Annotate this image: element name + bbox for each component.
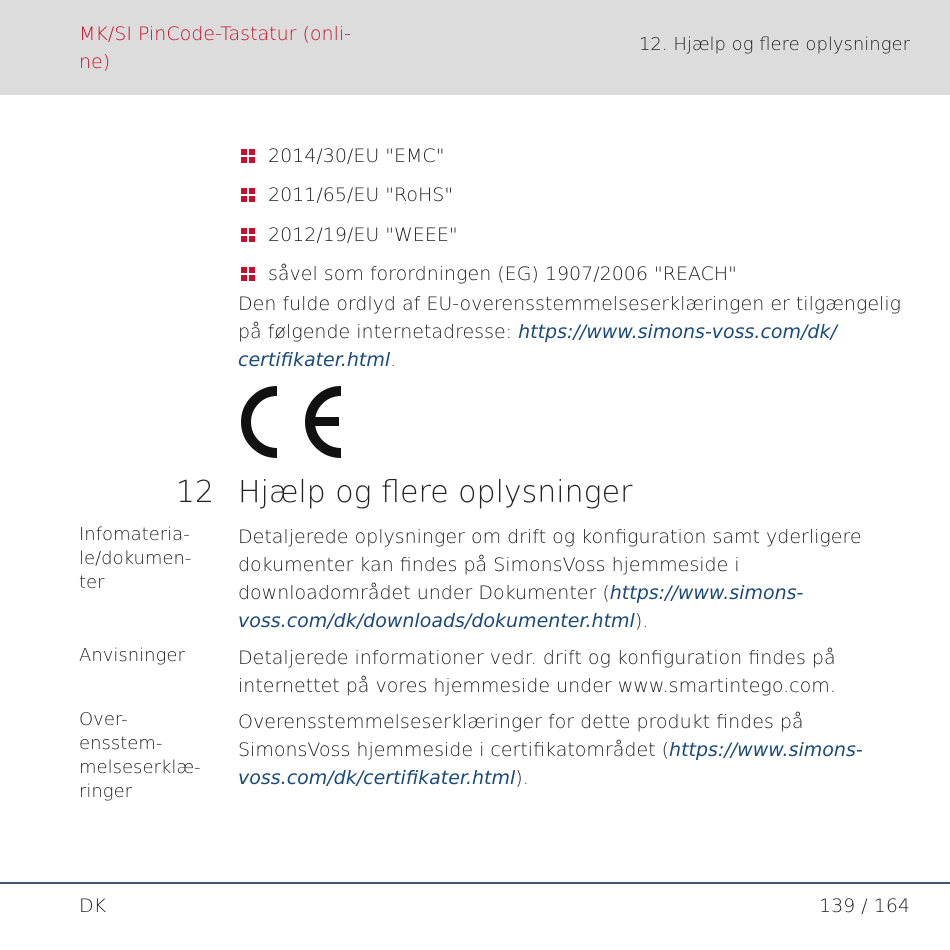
downloads-link-cont[interactable]: voss.com/dk/downloads/dokumenter.html <box>238 610 635 632</box>
instructions-label: Anvisninger <box>79 645 185 666</box>
instructions-line-2: internettet på vores hjemmeside under www.smartintego.com. <box>238 675 836 697</box>
certificate-link-cont[interactable]: certifikater.html <box>238 349 391 371</box>
instructions-line-1: Detaljerede informationer vedr. drift og konfiguration findes på <box>238 647 836 669</box>
declaration-line-3: certifikater.html. <box>238 349 397 371</box>
page-header <box>0 0 950 95</box>
directive-list <box>241 136 737 294</box>
info-line-4: voss.com/dk/downloads/dokumenter.html). <box>238 610 649 632</box>
conformity-paragraph <box>238 708 908 792</box>
bullet-icon <box>241 228 255 242</box>
document-title-line-2: ne) <box>79 51 111 73</box>
footer-language: DK <box>79 895 107 917</box>
instructions-paragraph <box>238 644 908 700</box>
page-number: 139 / 164 <box>818 895 910 917</box>
bullet-icon <box>241 267 255 281</box>
list-item <box>241 255 737 295</box>
certificates-link-cont[interactable]: voss.com/dk/certifikater.html <box>238 767 516 789</box>
declaration-line-2: på følgende internetadresse: https://www.simons-voss.com/dk/ <box>238 321 837 343</box>
document-title-line-1: MK/SI PinCode-Tastatur (onli- <box>79 23 352 45</box>
list-item-text: 2014/30/EU "EMC" <box>268 144 445 167</box>
declaration-line-1: Den fulde ordlyd af EU-overensstemmelseserklæringen er tilgængelig <box>238 293 902 315</box>
info-line-2: dokumenter kan findes på SimonsVoss hjemmeside i <box>238 554 740 576</box>
certificates-link[interactable]: https://www.simons- <box>669 739 863 761</box>
running-section-title: 12. Hjælp og flere oplysninger <box>638 34 910 55</box>
list-item <box>241 136 737 176</box>
list-item-text: 2012/19/EU "WEEE" <box>268 223 458 246</box>
list-item <box>241 176 737 216</box>
footer-divider <box>0 882 950 884</box>
conformity-line-3: voss.com/dk/certifikater.html). <box>238 767 529 789</box>
chapter-title: Hjælp og flere oplysninger <box>238 475 633 510</box>
conformity-line-2: SimonsVoss hjemmeside i certifikatområdet (https://www.simons- <box>238 739 863 761</box>
downloads-link[interactable]: https://www.simons- <box>609 582 804 604</box>
conformity-line-1: Overensstemmelseserklæringer for dette produkt findes på <box>238 711 804 733</box>
list-item <box>241 215 737 255</box>
info-material-label: Infomateria- le/dokumen- ter <box>79 524 192 593</box>
document-title <box>79 20 399 76</box>
ce-mark-icon <box>237 383 347 461</box>
chapter-number: 12 <box>175 475 214 510</box>
declaration-paragraph <box>238 290 908 374</box>
list-item-text: såvel som forordningen (EG) 1907/2006 "REACH" <box>268 263 737 286</box>
list-item-text: 2011/65/EU "RoHS" <box>268 184 454 207</box>
conformity-label: Over- ensstem- melseserklæ- ringer <box>79 709 201 802</box>
certificate-link[interactable]: https://www.simons-voss.com/dk/ <box>518 321 837 343</box>
info-line-3: downloadområdet under Dokumenter (https://www.simons- <box>238 582 804 604</box>
bullet-icon <box>241 149 255 163</box>
info-material-paragraph <box>238 523 908 635</box>
bullet-icon <box>241 188 255 202</box>
info-line-1: Detaljerede oplysninger om drift og konfiguration samt yderligere <box>238 526 862 548</box>
